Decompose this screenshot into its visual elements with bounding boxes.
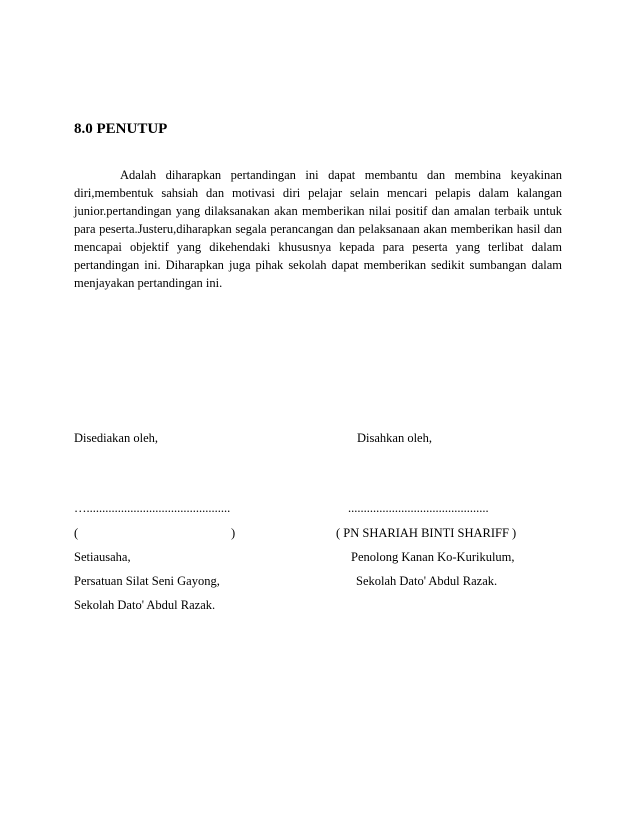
approved-by-name: ( PN SHARIAH BINTI SHARIFF ) (336, 526, 517, 540)
prepared-by-name-close-paren: ) (231, 526, 236, 540)
prepared-by-name-open-paren: ( (74, 526, 79, 540)
section-heading: 8.0 PENUTUP (74, 121, 168, 137)
approved-by-signature-line: ............................................. (348, 501, 489, 515)
approved-by-label: Disahkan oleh, (357, 431, 432, 445)
approved-by-school: Sekolah Dato' Abdul Razak. (356, 574, 498, 588)
prepared-by-school: Sekolah Dato' Abdul Razak. (74, 598, 216, 612)
prepared-by-signature-line: ….............................................. (74, 501, 231, 515)
prepared-by-label: Disediakan oleh, (74, 431, 159, 445)
prepared-by-organisation: Persatuan Silat Seni Gayong, (74, 574, 220, 588)
approved-by-title: Penolong Kanan Ko-Kurikulum, (351, 550, 515, 564)
closing-paragraph: Adalah diharapkan pertandingan ini dapat membantu dan membina keyakinan diri,membentuk sahsiah dan motivasi diri pelajar selain mencari pelapis dalam kalangan junior.pertandingan yang dilaksanakan akan memberikan nilai positif dan amalan terbaik untuk para peserta.Justeru,diharapkan segala perancangan dan pelaksanaan akan memberikan hasil dan mencapai objektif yang dikehendaki khususnya kepada para peserta yang terlibat dalam pertandingan ini. Diharapkan juga pihak sekolah dapat memberikan sedikit sumbangan dalam menjayakan pertandingan ini. (74, 168, 562, 290)
prepared-by-title: Setiausaha, (74, 550, 131, 564)
